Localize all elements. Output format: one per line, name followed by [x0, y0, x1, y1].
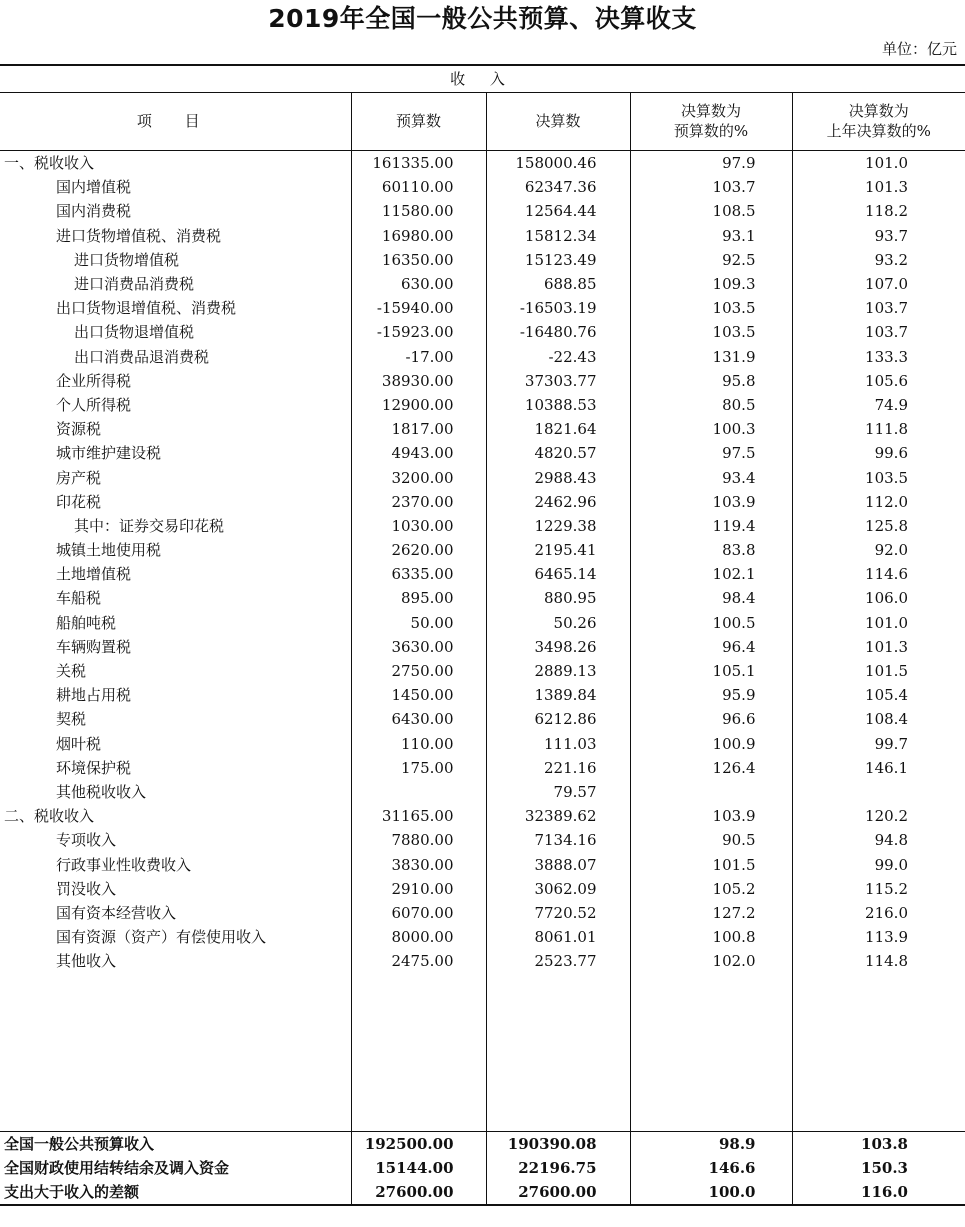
- cell-pct-budget: 100.9: [630, 732, 792, 756]
- table-row: [0, 417, 965, 441]
- row-name: 进口货物增值税: [74, 250, 180, 269]
- row-name: 全国一般公共预算收入: [0, 1132, 351, 1157]
- row-name: 罚没收入: [56, 879, 117, 898]
- cell-budget: 4943.00: [351, 441, 486, 465]
- budget-table: [0, 92, 965, 1206]
- table-row: [0, 393, 965, 417]
- cell-pct-prev: 93.7: [792, 224, 965, 248]
- cell-final: -16480.76: [486, 320, 630, 344]
- cell-pct-prev: 111.8: [792, 417, 965, 441]
- cell-pct-budget: 105.1: [630, 659, 792, 683]
- cell-budget: 15144.00: [351, 1156, 486, 1180]
- row-name: 出口货物退增值税、消费税: [56, 299, 237, 318]
- cell-pct-budget: 102.1: [630, 562, 792, 586]
- row-name: 城镇土地使用税: [56, 541, 162, 560]
- cell-pct-budget: 93.4: [630, 465, 792, 489]
- cell-pct-prev: 105.4: [792, 683, 965, 707]
- table-row: [0, 175, 965, 199]
- cell-final: 221.16: [486, 756, 630, 780]
- unit-label: 单位：亿元: [881, 40, 957, 58]
- spacer-cell: [486, 973, 630, 1132]
- cell-budget: 16980.00: [351, 224, 486, 248]
- total-row: [0, 1180, 965, 1205]
- cell-final: 3498.26: [486, 635, 630, 659]
- cell-budget: 2750.00: [351, 659, 486, 683]
- table-row: [0, 538, 965, 562]
- cell-final: 6212.86: [486, 707, 630, 731]
- total-row: [0, 1156, 965, 1180]
- spacer-cell: [792, 973, 965, 1132]
- cell-budget: 50.00: [351, 611, 486, 635]
- row-name: 其他收入: [56, 952, 117, 971]
- table-row: [0, 224, 965, 248]
- cell-pct-budget: 90.5: [630, 828, 792, 852]
- row-name: 土地增值税: [56, 565, 132, 584]
- cell-budget: 38930.00: [351, 369, 486, 393]
- cell-budget: 2475.00: [351, 949, 486, 973]
- table-row: [0, 296, 965, 320]
- cell-pct-budget: 103.9: [630, 490, 792, 514]
- cell-final: 1229.38: [486, 514, 630, 538]
- row-name: 耕地占用税: [56, 686, 132, 705]
- row-name: 一、税收收入: [4, 154, 95, 173]
- row-name: 支出大于收入的差额: [0, 1180, 351, 1205]
- row-name: 环境保护税: [56, 758, 132, 777]
- cell-pct-prev: 74.9: [792, 393, 965, 417]
- cell-pct-budget: 101.5: [630, 852, 792, 876]
- cell-pct-budget: 96.4: [630, 635, 792, 659]
- cell-final: 2889.13: [486, 659, 630, 683]
- cell-final: 4820.57: [486, 441, 630, 465]
- cell-pct-prev: 150.3: [792, 1156, 965, 1180]
- cell-pct-prev: 101.3: [792, 635, 965, 659]
- cell-budget: -15940.00: [351, 296, 486, 320]
- cell-pct-prev: 114.8: [792, 949, 965, 973]
- table-row: [0, 465, 965, 489]
- row-name: 车辆购置税: [56, 637, 132, 656]
- row-name: 出口消费品退消费税: [74, 347, 210, 366]
- table-row: [0, 514, 965, 538]
- cell-final: 2523.77: [486, 949, 630, 973]
- cell-pct-budget: 103.5: [630, 320, 792, 344]
- cell-pct-prev: 103.8: [792, 1132, 965, 1157]
- row-name: 城市维护建设税: [56, 444, 162, 463]
- table-row: [0, 151, 965, 176]
- cell-final: -22.43: [486, 345, 630, 369]
- cell-pct-prev: 115.2: [792, 877, 965, 901]
- cell-pct-budget: 103.5: [630, 296, 792, 320]
- cell-pct-prev: 99.7: [792, 732, 965, 756]
- cell-final: 10388.53: [486, 393, 630, 417]
- table-header: [0, 92, 965, 151]
- cell-budget: 161335.00: [351, 151, 486, 176]
- cell-budget: 7880.00: [351, 828, 486, 852]
- row-name: 烟叶税: [56, 734, 102, 753]
- cell-final: 8061.01: [486, 925, 630, 949]
- cell-final: 3062.09: [486, 877, 630, 901]
- cell-pct-prev: 103.5: [792, 465, 965, 489]
- cell-pct-prev: 105.6: [792, 369, 965, 393]
- cell-pct-prev: 116.0: [792, 1180, 965, 1205]
- table-row: [0, 877, 965, 901]
- table-row: [0, 248, 965, 272]
- cell-pct-prev: 103.7: [792, 296, 965, 320]
- row-name: 资源税: [56, 420, 102, 439]
- cell-pct-budget: 100.3: [630, 417, 792, 441]
- cell-pct-prev: 101.3: [792, 175, 965, 199]
- cell-budget: 3630.00: [351, 635, 486, 659]
- cell-pct-budget: 97.9: [630, 151, 792, 176]
- table-row: [0, 804, 965, 828]
- cell-pct-budget: 98.4: [630, 586, 792, 610]
- row-name: 企业所得税: [56, 371, 132, 390]
- header-pct-budget-line2: 预算数的%: [673, 122, 749, 140]
- cell-budget: 6430.00: [351, 707, 486, 731]
- cell-pct-budget: 108.5: [630, 199, 792, 223]
- cell-pct-budget: 96.6: [630, 707, 792, 731]
- cell-final: 79.57: [486, 780, 630, 804]
- cell-pct-budget: 97.5: [630, 441, 792, 465]
- cell-final: 880.95: [486, 586, 630, 610]
- cell-pct-budget: 98.9: [630, 1132, 792, 1157]
- cell-pct-prev: 133.3: [792, 345, 965, 369]
- cell-final: 2988.43: [486, 465, 630, 489]
- cell-budget: 175.00: [351, 756, 486, 780]
- cell-final: 50.26: [486, 611, 630, 635]
- cell-budget: 12900.00: [351, 393, 486, 417]
- cell-final: 190390.08: [486, 1132, 630, 1157]
- table-row: [0, 320, 965, 344]
- row-name: 船舶吨税: [56, 613, 117, 632]
- row-name: 出口货物退增值税: [74, 323, 195, 342]
- table-row: [0, 635, 965, 659]
- table-row: [0, 586, 965, 610]
- cell-final: 2462.96: [486, 490, 630, 514]
- cell-budget: 110.00: [351, 732, 486, 756]
- cell-pct-budget: 105.2: [630, 877, 792, 901]
- cell-pct-prev: 216.0: [792, 901, 965, 925]
- cell-final: -16503.19: [486, 296, 630, 320]
- cell-pct-prev: 113.9: [792, 925, 965, 949]
- row-name: 个人所得税: [56, 395, 132, 414]
- cell-pct-budget: 146.6: [630, 1156, 792, 1180]
- cell-budget: 895.00: [351, 586, 486, 610]
- cell-budget: 2910.00: [351, 877, 486, 901]
- header-budget: 预算数: [351, 92, 486, 151]
- row-name: 关税: [56, 662, 87, 681]
- section-header-income: 收 入: [0, 64, 965, 93]
- cell-pct-prev: 94.8: [792, 828, 965, 852]
- cell-pct-budget: 100.8: [630, 925, 792, 949]
- cell-final: 2195.41: [486, 538, 630, 562]
- table-row: [0, 828, 965, 852]
- cell-pct-budget: 126.4: [630, 756, 792, 780]
- cell-pct-budget: [630, 780, 792, 804]
- table-row: [0, 441, 965, 465]
- cell-final: 15812.34: [486, 224, 630, 248]
- cell-pct-prev: 114.6: [792, 562, 965, 586]
- table-row: [0, 683, 965, 707]
- table-row: [0, 562, 965, 586]
- cell-budget: 1817.00: [351, 417, 486, 441]
- cell-final: 22196.75: [486, 1156, 630, 1180]
- table-row: [0, 659, 965, 683]
- table-row: [0, 949, 965, 973]
- cell-final: 158000.46: [486, 151, 630, 176]
- cell-budget: 3200.00: [351, 465, 486, 489]
- row-name: 国内消费税: [56, 202, 132, 221]
- cell-final: 1821.64: [486, 417, 630, 441]
- cell-pct-prev: 99.0: [792, 852, 965, 876]
- table-row: [0, 345, 965, 369]
- cell-budget: 11580.00: [351, 199, 486, 223]
- cell-pct-budget: 93.1: [630, 224, 792, 248]
- row-name: 其中：证券交易印花税: [74, 516, 225, 535]
- total-row: [0, 1132, 965, 1157]
- cell-pct-budget: 100.5: [630, 611, 792, 635]
- table-row: [0, 707, 965, 731]
- cell-budget: 60110.00: [351, 175, 486, 199]
- cell-pct-prev: 107.0: [792, 272, 965, 296]
- header-final: 决算数: [486, 92, 630, 151]
- cell-final: 7720.52: [486, 901, 630, 925]
- cell-pct-budget: 100.0: [630, 1180, 792, 1205]
- table-row: [0, 199, 965, 223]
- table-row: [0, 925, 965, 949]
- cell-pct-budget: 80.5: [630, 393, 792, 417]
- cell-pct-budget: 131.9: [630, 345, 792, 369]
- cell-final: 32389.62: [486, 804, 630, 828]
- cell-pct-prev: 120.2: [792, 804, 965, 828]
- header-item: 项 目: [0, 92, 351, 151]
- table-row: [0, 369, 965, 393]
- cell-budget: 630.00: [351, 272, 486, 296]
- table-row: [0, 732, 965, 756]
- row-name: 车船税: [56, 589, 102, 608]
- cell-final: 15123.49: [486, 248, 630, 272]
- spacer-cell: [351, 973, 486, 1132]
- cell-pct-prev: 101.0: [792, 151, 965, 176]
- cell-pct-prev: 106.0: [792, 586, 965, 610]
- cell-budget: 31165.00: [351, 804, 486, 828]
- cell-pct-budget: 103.9: [630, 804, 792, 828]
- header-pct-budget-line1: 决算数为: [680, 102, 741, 120]
- cell-budget: 16350.00: [351, 248, 486, 272]
- cell-pct-budget: 95.9: [630, 683, 792, 707]
- cell-pct-prev: 101.0: [792, 611, 965, 635]
- spacer-row: [0, 973, 965, 1132]
- cell-pct-prev: 92.0: [792, 538, 965, 562]
- cell-pct-prev: [792, 780, 965, 804]
- cell-pct-budget: 109.3: [630, 272, 792, 296]
- cell-budget: 2620.00: [351, 538, 486, 562]
- cell-final: 111.03: [486, 732, 630, 756]
- table-row: [0, 272, 965, 296]
- table-row: [0, 901, 965, 925]
- spacer-cell: [0, 973, 351, 1132]
- table-body: [0, 151, 965, 1206]
- cell-pct-budget: 92.5: [630, 248, 792, 272]
- cell-budget: -17.00: [351, 345, 486, 369]
- page-title: 2019年全国一般公共预算、决算收支: [268, 4, 697, 33]
- row-name: 全国财政使用结转结余及调入资金: [4, 1159, 230, 1178]
- cell-final: 1389.84: [486, 683, 630, 707]
- cell-pct-prev: 99.6: [792, 441, 965, 465]
- row-name: 契税: [56, 710, 87, 729]
- header-pct-budget: [630, 92, 792, 151]
- cell-pct-prev: 101.5: [792, 659, 965, 683]
- row-name: 进口消费品消费税: [74, 275, 195, 294]
- cell-pct-prev: 112.0: [792, 490, 965, 514]
- row-name: 二、税收收入: [4, 807, 95, 826]
- cell-pct-budget: 119.4: [630, 514, 792, 538]
- cell-budget: 1030.00: [351, 514, 486, 538]
- cell-budget: [351, 780, 486, 804]
- table-row: [0, 756, 965, 780]
- row-name: 国内增值税: [56, 178, 132, 197]
- cell-budget: 27600.00: [351, 1180, 486, 1205]
- row-name: 印花税: [56, 492, 102, 511]
- cell-final: 37303.77: [486, 369, 630, 393]
- cell-final: 6465.14: [486, 562, 630, 586]
- cell-budget: 2370.00: [351, 490, 486, 514]
- cell-final: 3888.07: [486, 852, 630, 876]
- cell-budget: 192500.00: [351, 1132, 486, 1157]
- cell-pct-budget: 83.8: [630, 538, 792, 562]
- cell-pct-prev: 103.7: [792, 320, 965, 344]
- cell-budget: 6335.00: [351, 562, 486, 586]
- cell-final: 7134.16: [486, 828, 630, 852]
- cell-final: 688.85: [486, 272, 630, 296]
- row-name: 进口货物增值税、消费税: [56, 226, 222, 245]
- cell-pct-prev: 146.1: [792, 756, 965, 780]
- spacer-cell: [630, 973, 792, 1132]
- row-name: 国有资源（资产）有偿使用收入: [56, 928, 267, 947]
- cell-pct-budget: 127.2: [630, 901, 792, 925]
- cell-budget: 6070.00: [351, 901, 486, 925]
- row-name: 其他税收收入: [56, 782, 147, 801]
- row-name: 国有资本经营收入: [56, 903, 177, 922]
- table-row: [0, 490, 965, 514]
- row-name: 专项收入: [56, 831, 117, 850]
- cell-pct-budget: 102.0: [630, 949, 792, 973]
- cell-budget: 3830.00: [351, 852, 486, 876]
- cell-pct-prev: 108.4: [792, 707, 965, 731]
- row-name: 房产税: [56, 468, 102, 487]
- cell-budget: -15923.00: [351, 320, 486, 344]
- header-pct-prev-line1: 决算数为: [848, 102, 909, 120]
- header-pct-prev: [792, 92, 965, 151]
- table-row: [0, 780, 965, 804]
- cell-pct-prev: 118.2: [792, 199, 965, 223]
- table-row: [0, 611, 965, 635]
- cell-final: 62347.36: [486, 175, 630, 199]
- cell-final: 27600.00: [486, 1180, 630, 1205]
- cell-budget: 1450.00: [351, 683, 486, 707]
- table-row: [0, 852, 965, 876]
- cell-pct-budget: 103.7: [630, 175, 792, 199]
- cell-pct-prev: 125.8: [792, 514, 965, 538]
- cell-final: 12564.44: [486, 199, 630, 223]
- header-pct-prev-line2: 上年决算数的%: [826, 122, 931, 140]
- row-name: 行政事业性收费收入: [56, 855, 192, 874]
- cell-pct-budget: 95.8: [630, 369, 792, 393]
- cell-budget: 8000.00: [351, 925, 486, 949]
- cell-pct-prev: 93.2: [792, 248, 965, 272]
